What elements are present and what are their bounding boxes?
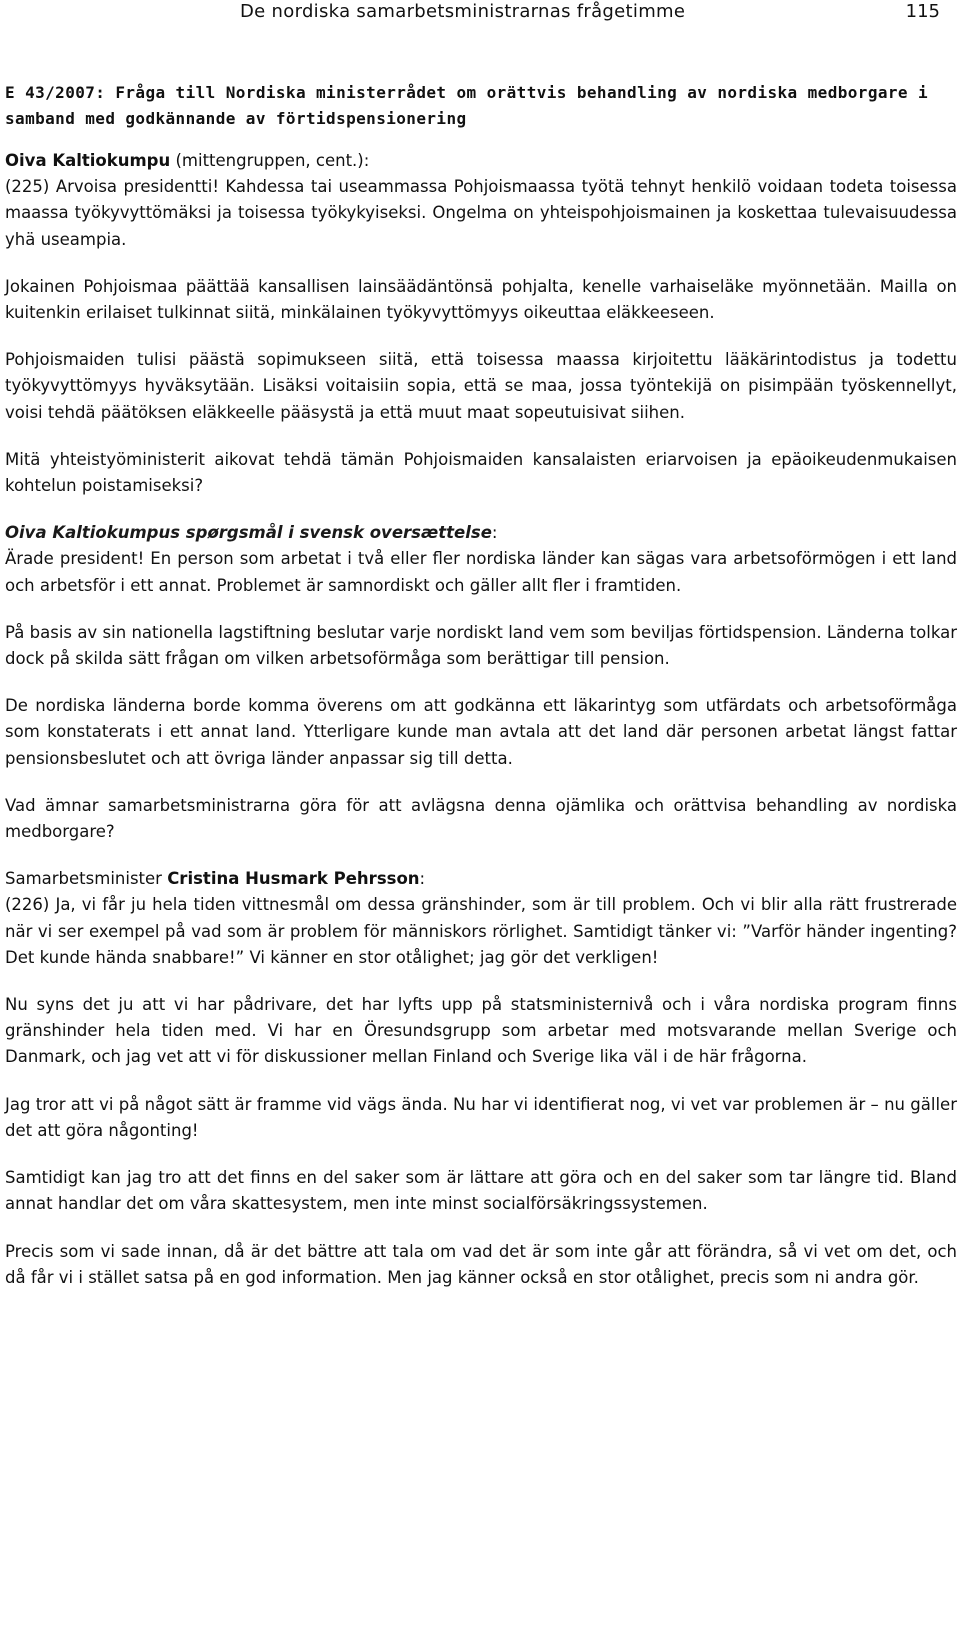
page-content <box>5 80 957 1291</box>
swedish-paragraph-4: Vad ämnar samarbetsministrarna göra för att avlägsna denna ojämlika och orättvisa behandling av nordiska medborgare? <box>5 795 957 842</box>
swedish-paragraph-3: De nordiska länderna borde komma överens om att godkänna ett läkarintyg som utfärdats och arbetsoförmåga som konstaterats i ett annat land. Ytterligare kunde man avtala att det land där personen arbetat längst fattar pensionsbeslutet och att övriga länder anpassar sig till detta. <box>5 696 957 768</box>
answer-paragraph-2: Nu syns det ju att vi har pådrivare, det har lyfts upp på statsministernivå och i våra nordiska program finns gränshinder hela tiden med. Vi har en Öresundsgrupp som arbetar med motsvarande mellan Sverige och Danmark, och jag vet att vi för diskussioner mellan Finland och Sverige lika väl i de här frågorna. <box>5 995 957 1067</box>
question-title: E 43/2007: Fråga till Nordiska ministerrådet om orättvis behandling av nordiska medborgare i samband med godkännande av förtidspensionering <box>5 83 929 128</box>
page-number: 115 <box>905 1 940 22</box>
answer-paragraph-1: (226) Ja, vi får ju hela tiden vittnesmål om dessa gränshinder, som är till problem. Och vi blir alla rätt frustrerade när vi ser exempel på vad som är problem för människors rörlighet. Samtidigt tänker vi: ”Varför händer ingenting? Det kunde hända snabbare!” Vi känner en stor otålighet; jag gör det verkligen! <box>5 895 957 967</box>
speaker-affiliation: (mittengruppen, cent.): <box>170 151 370 170</box>
translation-heading-suffix: : <box>491 523 498 543</box>
finnish-paragraph-1: (225) Arvoisa presidentti! Kahdessa tai useammassa Pohjoismaassa työtä tehnyt henkilö voidaan todeta toisessa maassa työkyvyttömäksi ja toisessa työkykyiseksi. Ongelma on yhteispohjoismainen ja koskettaa tulevaisuudessa yhä useampia. <box>5 177 957 249</box>
answer-paragraph-3: Jag tror att vi på något sätt är framme vid vägs ända. Nu har vi identifierat nog, vi vet var problemen är – nu gäller det att göra någonting! <box>5 1094 957 1140</box>
answer-paragraph-4: Samtidigt kan jag tro att det finns en del saker som är lättare att göra och en del saker som tar längre tid. Bland annat handlar det om våra skattesystem, men inte minst socialförsäkringssystemen. <box>5 1168 957 1214</box>
answer-paragraph-5: Precis som vi sade innan, då är det bättre att tala om vad det är som inte går att förändra, så vi vet om det, och då får vi i stället satsa på en god information. Men jag känner också en stor otålighet, precis som ni andra gör. <box>5 1241 957 1287</box>
finnish-paragraph-3: Pohjoismaiden tulisi päästä sopimukseen siitä, että toisessa maassa kirjoitettu lääkärintodistus ja todettu työkyvyttömyys hyväksytään. Lisäksi voitaisiin sopia, että se maa, jossa työntekijä on pisimpään työskennellyt, voisi tehdä päätöksen eläkkeelle pääsystä ja että muut maat sopeutuisivat siihen. <box>5 350 957 422</box>
finnish-paragraph-4: Mitä yhteistyöministerit aikovat tehdä tämän Pohjoismaiden kansalaisten eriarvoisen ja epäoikeudenmukaisen kohtelun poistamiseksi? <box>5 449 957 496</box>
swedish-paragraph-2: På basis av sin nationella lagstiftning beslutar varje nordiskt land vem som beviljas förtidspension. Länderna tolkar dock på skilda sätt frågan om vilken arbetsoförmåga som berättigar till pension. <box>5 622 957 669</box>
speaker-name: Oiva Kaltiokumpu <box>5 151 171 170</box>
translation-heading: Oiva Kaltiokumpus spørgsmål i svensk oversættelse <box>5 523 492 543</box>
speaker-name: Cristina Husmark Pehrsson <box>167 869 420 889</box>
finnish-paragraph-2: Jokainen Pohjoismaa päättää kansallisen lainsäädäntönsä pohjalta, kenelle varhaiseläke myönnetään. Mailla on kuitenkin erilaiset tulkinnat siitä, minkälainen työkyvyttömyys oikeuttaa eläkkeeseen. <box>5 276 957 323</box>
speaker-line-minister <box>5 866 957 892</box>
speaker-role: Samarbetsminister <box>5 869 168 889</box>
swedish-paragraph-1: Ärade president! En person som arbetat i två eller fler nordiska länder kan sägas vara arbetsoförmögen i ett land och arbetsför i ett annat. Problemet är samnordiskt och gäller allt fler i framtiden. <box>5 549 957 595</box>
speaker-line-finnish <box>5 148 957 174</box>
translation-heading-line <box>5 520 957 546</box>
page-header <box>0 0 960 26</box>
speaker-suffix: : <box>419 869 426 889</box>
running-title: De nordiska samarbetsministrarnas frågetimme <box>240 1 686 22</box>
